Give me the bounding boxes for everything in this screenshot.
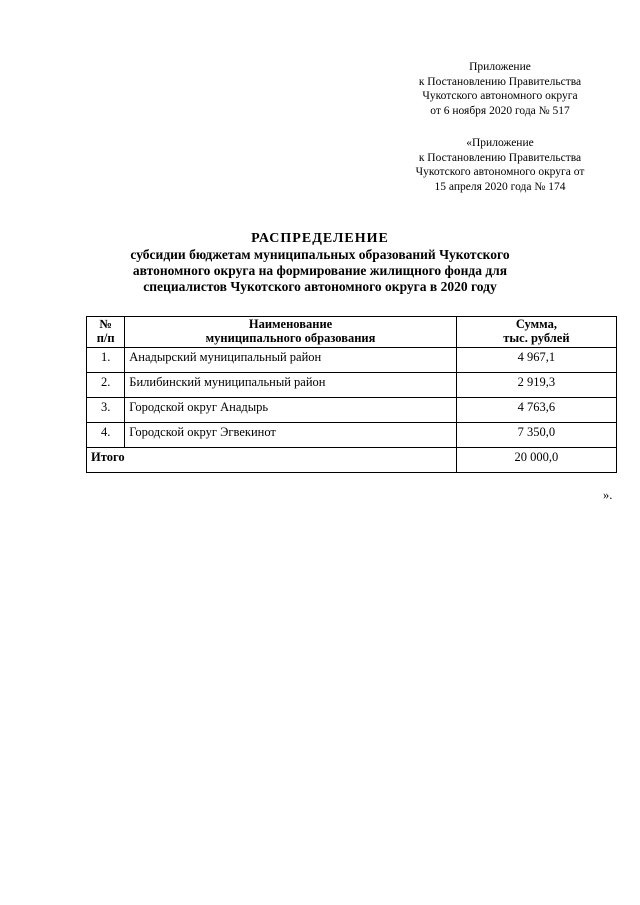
prior-appendix-header-line: к Постановлению Правительства: [418, 151, 582, 164]
total-row: [87, 448, 617, 473]
prior-appendix-header: [380, 136, 620, 194]
row-sum: 2 919,3: [456, 373, 616, 398]
total-label: Итого: [87, 448, 457, 473]
appendix-header-line: от 6 ноября 2020 года № 517: [430, 104, 570, 117]
header-name-line2: муниципального образования: [205, 331, 376, 345]
title-line: автономного округа на формирование жилищного фонда для: [132, 263, 508, 278]
row-number: 1.: [87, 348, 125, 373]
appendix-header-line: Приложение: [469, 61, 531, 73]
row-sum: 7 350,0: [456, 423, 616, 448]
row-name: Городской округ Эгвекинот: [125, 423, 457, 448]
header-sum: [456, 317, 616, 348]
table-row: [87, 398, 617, 423]
row-sum: 4 967,1: [456, 348, 616, 373]
closing-quote-mark: ».: [603, 488, 613, 502]
appendix-header-line: к Постановлению Правительства: [418, 75, 582, 88]
row-name: Городской округ Анадырь: [125, 398, 457, 423]
header-name-line1: Наименование: [248, 317, 333, 331]
row-name: Анадырский муниципальный район: [125, 348, 457, 373]
appendix-header-line: Чукотского автономного округа: [422, 90, 578, 102]
table-row: [87, 373, 617, 398]
total-sum: 20 000,0: [456, 448, 616, 473]
appendix-header: [380, 60, 620, 118]
header-number-line1: №: [99, 317, 112, 331]
title-line: субсидии бюджетам муниципальных образований Чукотского: [130, 247, 510, 262]
row-number: 3.: [87, 398, 125, 423]
header-sum-line2: тыс. рублей: [503, 331, 570, 345]
title-main: РАСПРЕДЕЛЕНИЕ: [251, 231, 389, 246]
header-number: [87, 317, 125, 348]
row-number: 4.: [87, 423, 125, 448]
table-header-row: [87, 317, 617, 348]
title-line: специалистов Чукотского автономного округа в 2020 году: [143, 279, 497, 294]
row-name: Билибинский муниципальный район: [125, 373, 457, 398]
row-number: 2.: [87, 373, 125, 398]
prior-appendix-header-line: «Приложение: [466, 137, 534, 149]
row-sum: 4 763,6: [456, 398, 616, 423]
table-row: [87, 423, 617, 448]
header-sum-line1: Сумма,: [515, 317, 557, 331]
prior-appendix-header-line: 15 апреля 2020 года № 174: [434, 180, 566, 193]
distribution-table: [86, 316, 617, 473]
table-row: [87, 348, 617, 373]
prior-appendix-header-line: Чукотского автономного округа от: [415, 166, 585, 178]
header-name: [125, 317, 457, 348]
header-number-line2: п/п: [96, 331, 115, 345]
document-title: [60, 230, 580, 295]
